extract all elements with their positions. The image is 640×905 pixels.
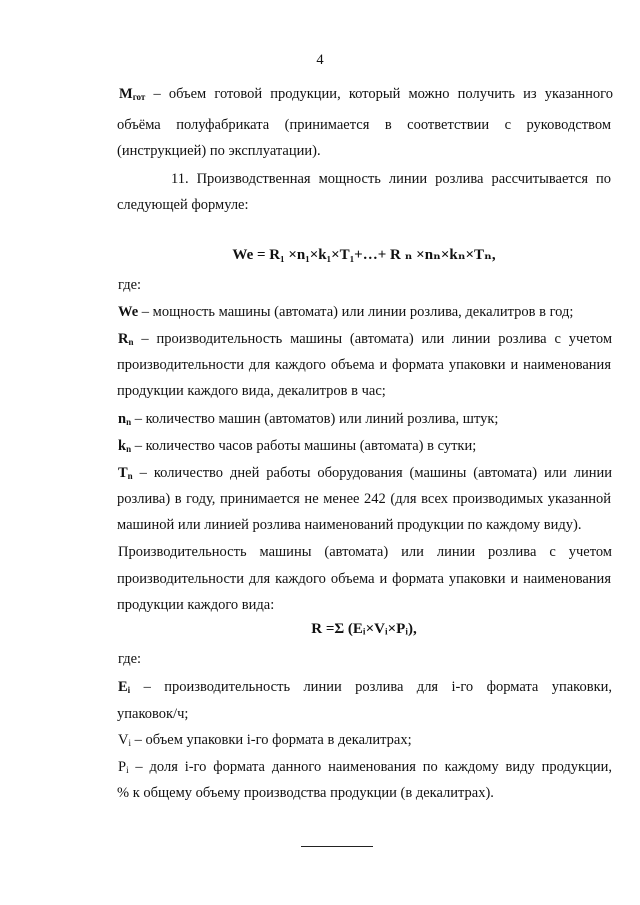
vi-symbol: $V_i$ (118, 732, 131, 748)
end-separator-line (301, 846, 373, 847)
rn-symbol: $R_n$ (118, 331, 134, 347)
we-symbol: We (118, 304, 139, 320)
kn-definition: $k_n$ – количество часов работы машины (автомата) в сутки; (118, 438, 477, 454)
formula-r: R =Σ (Eᵢ×Vᵢ×Pᵢ), (311, 621, 417, 637)
productivity-line1: Производительность машины (автомата) или линии розлива с учетом (118, 544, 612, 560)
where-label-2: где: (118, 651, 142, 667)
ei-symbol: $E_i$ (118, 679, 131, 695)
nn-definition: $n_n$ – количество машин (автоматов) или линий розлива, штук; (118, 411, 499, 427)
page-number: 4 (316, 52, 324, 68)
rn-definition-line1: $R_n$ – производительность машины (автомата) или линии розлива с учетом (118, 331, 612, 347)
ei-definition-line1: $E_i$ – производительность линии розлива для i-го формата упаковки, (118, 679, 612, 695)
productivity-line2: производительности для каждого объема и формата упаковки и наименования (117, 571, 611, 587)
where-label-1: где: (118, 277, 142, 293)
productivity-line3: продукции каждого вида: (117, 597, 275, 613)
formula-we: We = R₁ ×n₁×k₁×T₁+…+ R ₙ ×nₙ×kₙ×Tₙ, (232, 247, 496, 263)
we-definition: We – мощность машины (автомата) или линии розлива, декалитров в год; (118, 304, 574, 320)
rn-definition-line2: производительности для каждого объема и формата упаковки и наименования (117, 357, 611, 373)
mgot-definition-line1: $M_{гот}$ – объем готовой продукции, который можно получить из указанного (119, 86, 613, 102)
mgot-definition-line2: объёма полуфабриката (принимается в соответствии с руководством (117, 117, 611, 133)
rn-definition-line3: продукции каждого вида, декалитров в час; (117, 383, 386, 399)
tn-definition-line3: машиной или линией розлива наименований продукции по каждому виду). (117, 517, 582, 533)
kn-symbol: $k_n$ (118, 438, 132, 454)
vi-definition: $V_i$ – объем упаковки i-го формата в декалитрах; (118, 732, 412, 748)
ei-definition-line2: упаковок/ч; (117, 706, 189, 722)
item11-line1: 11. Производственная мощность линии розлива рассчитывается по (171, 171, 611, 187)
pi-definition-line2: % к общему объему производства продукции (в декалитрах). (117, 785, 494, 801)
mgot-definition-line3: (инструкцией) по эксплуатации). (117, 143, 321, 159)
tn-definition-line1: $T_n$ – количество дней работы оборудования (машины (автомата) или линии (118, 465, 612, 481)
mgot-symbol: $M_{гот}$ (119, 86, 146, 102)
tn-definition-line2: розлива) в году, принимается не менее 242 (для всех производимых указанной (117, 491, 611, 507)
item11-line2: следующей формуле: (117, 197, 249, 213)
tn-symbol: $T_n$ (118, 465, 133, 481)
pi-symbol: $P_i$ (118, 759, 129, 775)
pi-definition-line1: $P_i$ – доля i-го формата данного наименования по каждому виду продукции, (118, 759, 612, 775)
nn-symbol: $n_n$ (118, 411, 132, 427)
